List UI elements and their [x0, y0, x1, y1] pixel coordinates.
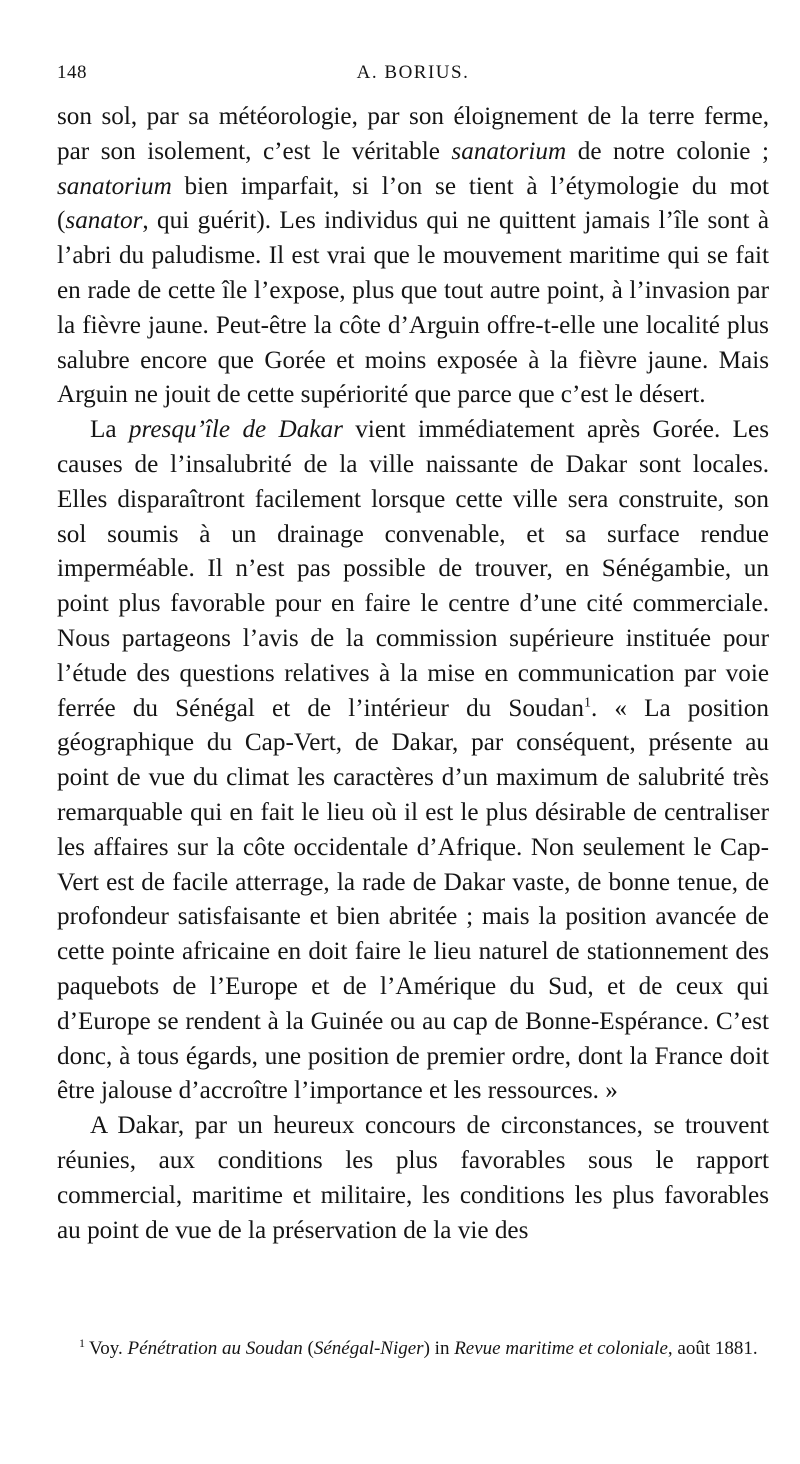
paragraph: [57, 100, 769, 413]
text-run: son sol, par sa météorologie, par son éloignement de la terre ferme, par son isolement, c’est le véritable: [57, 103, 769, 165]
italic-text: sanatorium: [451, 137, 567, 165]
text-run: La: [90, 416, 129, 444]
text-run: , qui guérit). Les individus qui ne quittent jamais l’île sont à l’abri du paludisme. Il est vrai que le mouvement maritime qui se fait en rade de cette île l’expose, plus que tout autre point, à l’invasion par la fièvre jaune. Peut-être la côte d’Arguin offre-t-elle une localité plus salubre encore que Gorée et moins exposée à la fièvre jaune. Mais Arguin ne jouit de cette supériorité que parce que c’est le désert.: [57, 207, 769, 409]
text-run: ) in: [423, 1338, 455, 1359]
running-head-author: A. BORIUS.: [356, 62, 470, 83]
italic-text: Sénégal-Niger: [313, 1338, 424, 1359]
italic-text: Revue maritime et coloniale: [454, 1338, 668, 1359]
footnote: [57, 1336, 769, 1362]
text-run: Voy.: [89, 1338, 128, 1359]
italic-text: sanatorium: [57, 172, 172, 200]
footnote-reference: 1: [583, 695, 591, 711]
italic-text: presqu’île de Dakar: [128, 416, 343, 444]
text-run: bien imparfait, si l’on se tient à l’étymologie du mot (: [57, 172, 769, 235]
text-run: . « La position géographique du Cap-Vert, de Dakar, par conséquent, présente au point de vue du climat les caractères d’un maximum de salubrité très remarquable qui en fait le lieu où il est le plus désirable de centraliser les affaires sur la côte occidentale d’Afrique. Non seulement le Cap-Vert est de facile atterrage, la rade de Dakar vaste, de bonne tenue, de profondeur satisfaisante et bien abritée ; mais la position avancée de cette pointe africaine en doit faire le lieu naturel de stationnement des paquebots de l’Europe et de l’Amérique du Sud, et de ceux qui d’Europe se rendent à la Guinée ou au cap de Bonne-Espérance. C’est donc, à tous égards, une position de premier ordre, dont la France doit être jalouse d’accroître l’importance et les ressources. »: [57, 694, 769, 1105]
italic-text: sanator: [65, 207, 143, 235]
body-text: [57, 100, 769, 1248]
footnote-marker: 1: [79, 1335, 85, 1350]
text-run: vient immédiatement après Gorée. Les causes de l’insalubrité de la ville naissante de Dakar sont locales. Elles disparaîtront facilement lorsque cette ville sera construite, son sol soumis à un drainage convenable, et sa surface rendue imperméable. Il n’est pas possible de trouver, en Sénégambie, un point plus favorable pour en faire le centre d’une cité commerciale. Nous partageons l’avis de la commission supérieure instituée pour l’étude des questions relatives à la mise en communication par voie ferrée du Sénégal et de l’intérieur du Soudan: [57, 416, 769, 722]
text-run: A Dakar, par un heureux concours de circonstances, se trouvent réunies, aux conditions les plus favorables sous le rapport commercial, maritime et militaire, les conditions les plus favorables au point de vue de la préservation de la vie des: [57, 1112, 769, 1244]
page-number: 148: [57, 62, 87, 83]
text-run: de notre colonie ;: [566, 137, 769, 165]
paragraph: [57, 1109, 769, 1248]
text-run: , août 1881.: [667, 1338, 758, 1359]
paragraph: [57, 413, 769, 1109]
running-head: [57, 62, 769, 92]
footnotes: [57, 1336, 769, 1362]
italic-text: Pénétration au Soudan: [127, 1338, 303, 1359]
text-run: (: [302, 1338, 314, 1359]
